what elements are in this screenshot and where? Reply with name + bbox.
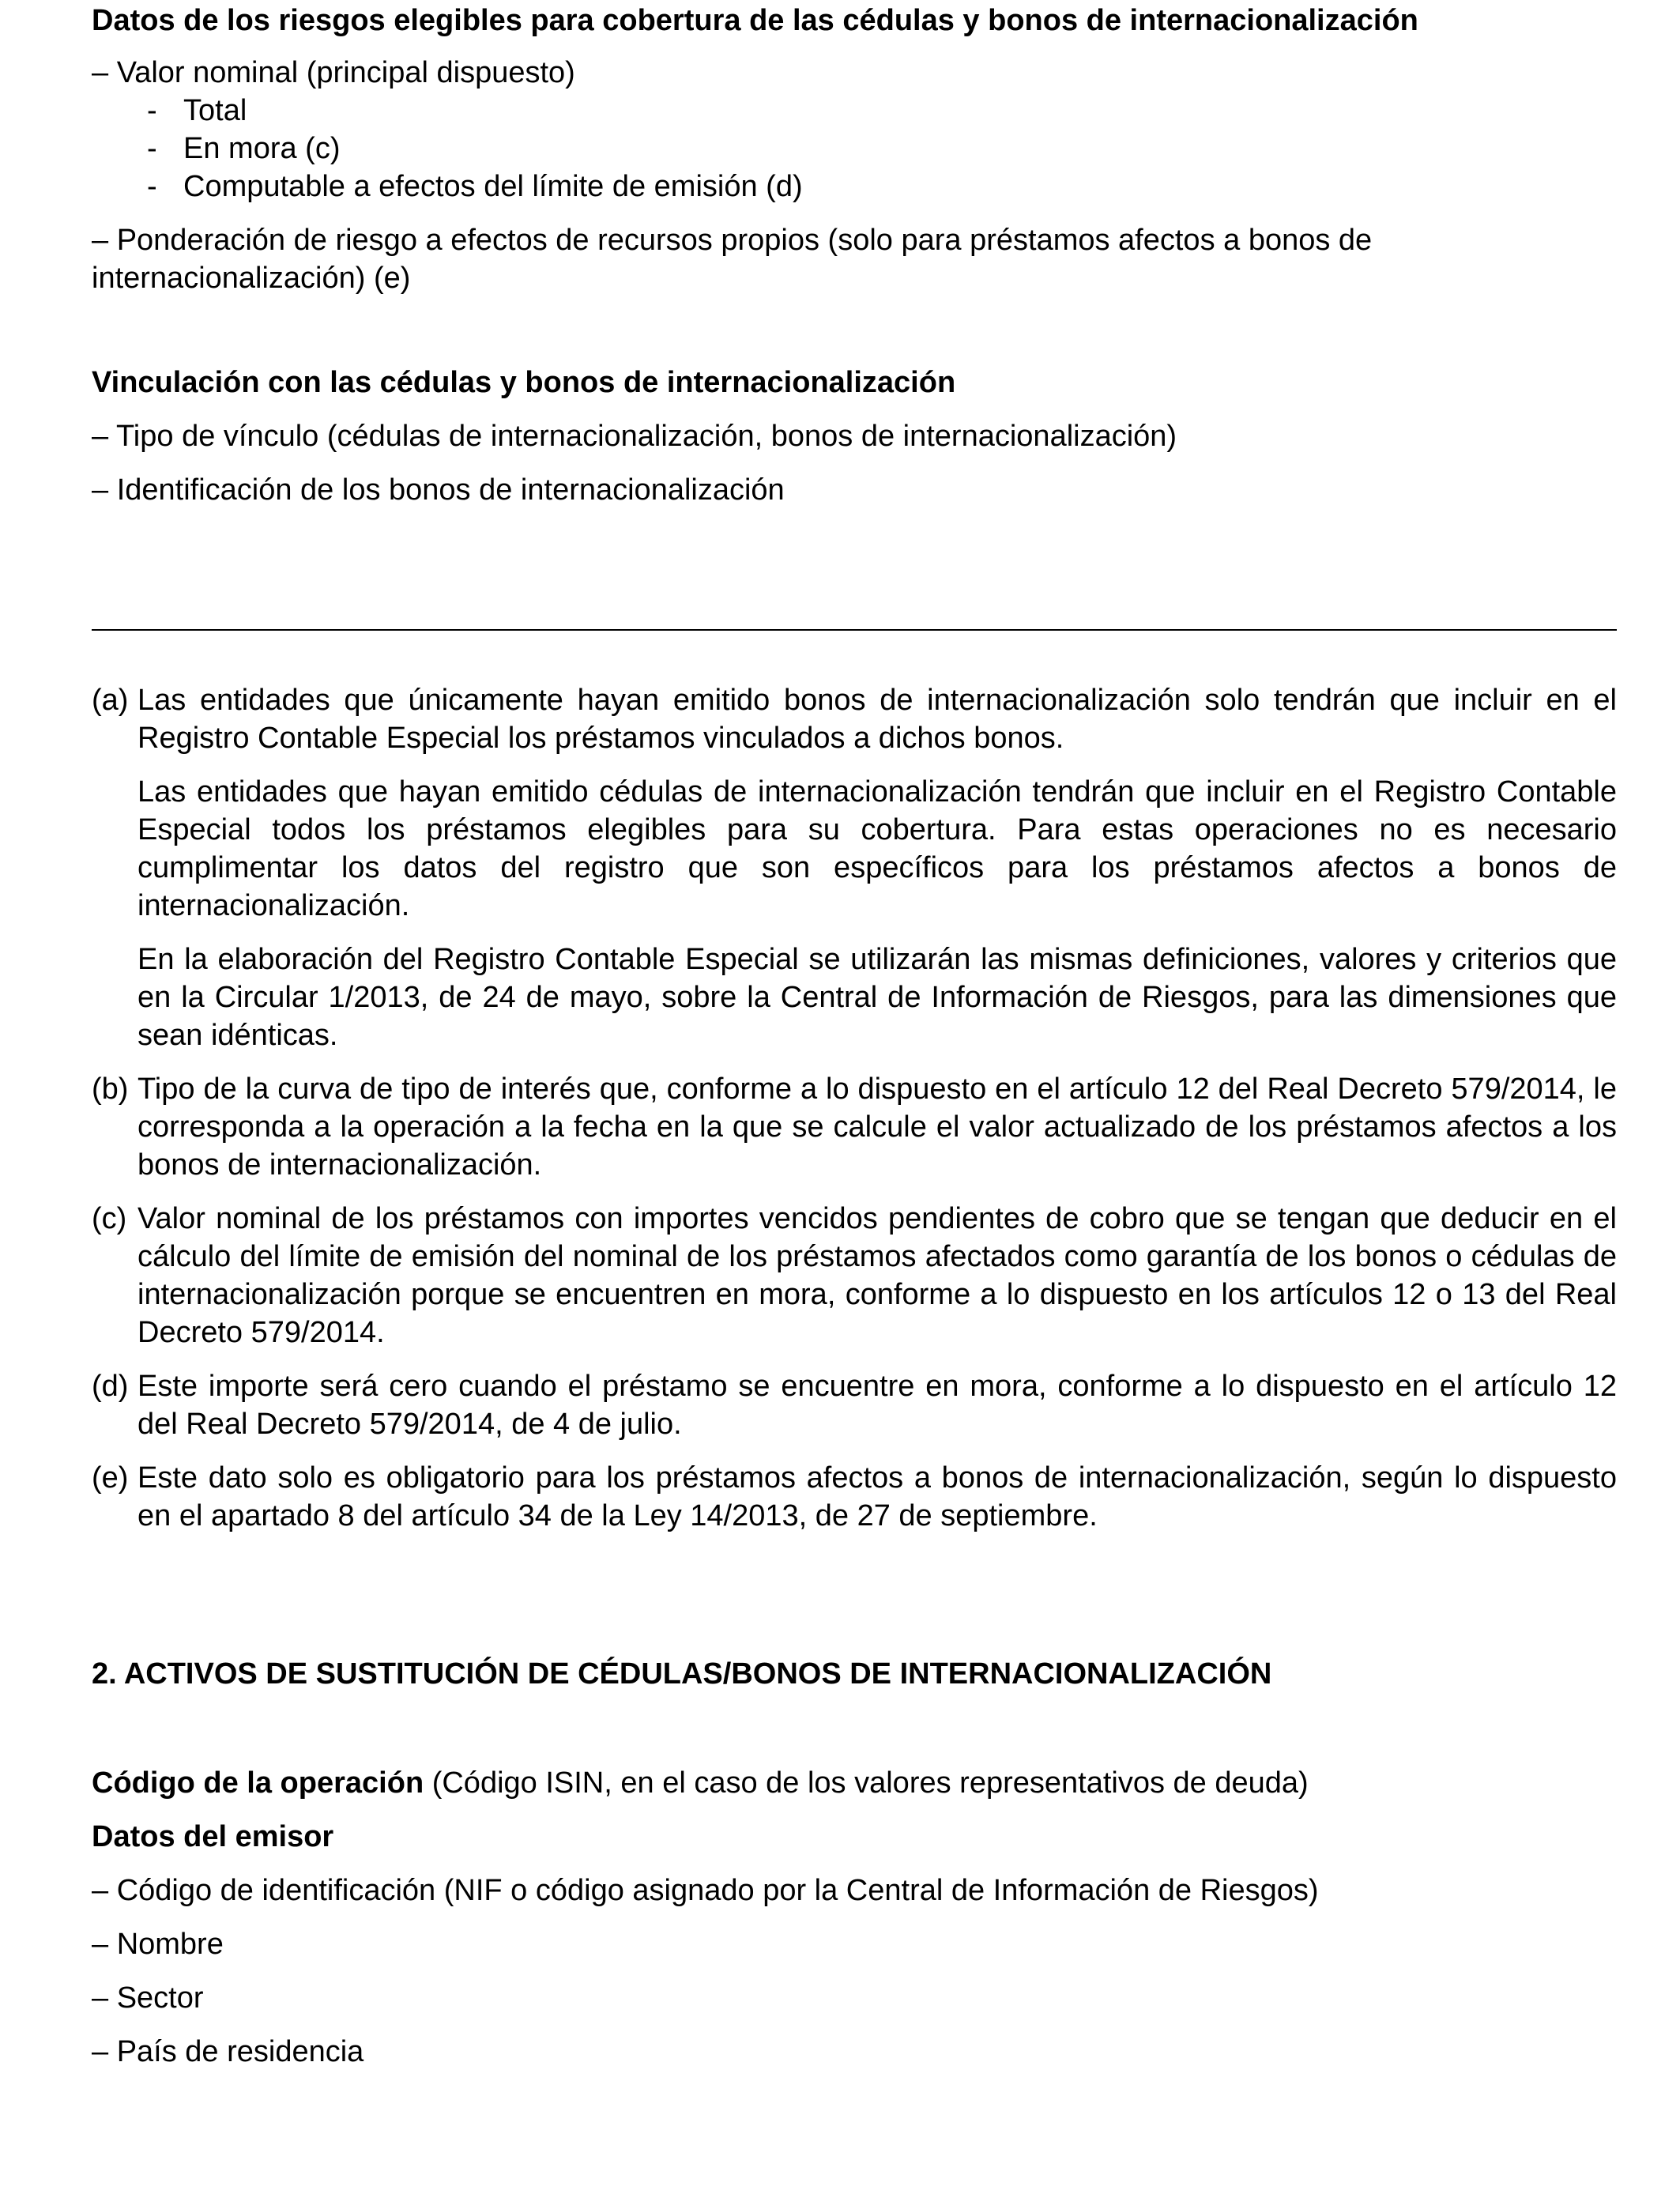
footnote-e-text: Este dato solo es obligatorio para los préstamos afectos a bonos de internacionalización, según lo dispuesto en el apartado 8 del artículo 34 de la Ley 14/2013, de 27 de septiembre. bbox=[137, 1461, 1617, 1532]
issuer-item-id: – Código de identificación (NIF o código asignado por la Central de Información de Riesgos) bbox=[92, 1874, 1319, 1907]
footnote-e bbox=[92, 1459, 1617, 1535]
footnote-ref: (d) bbox=[92, 1370, 129, 1403]
footnote-b bbox=[92, 1070, 1617, 1184]
sub-item-bullet: - bbox=[147, 170, 157, 203]
sub-item-bullet: - bbox=[147, 132, 157, 165]
footnote-ref: (e) bbox=[92, 1461, 129, 1495]
issuer-heading: Datos del emisor bbox=[92, 1820, 334, 1853]
footnote-separator bbox=[92, 629, 1617, 631]
footnote-ref: (c) bbox=[92, 1202, 127, 1235]
section-2-title: 2. ACTIVOS DE SUSTITUCIÓN DE CÉDULAS/BONOS DE INTERNACIONALIZACIÓN bbox=[92, 1657, 1272, 1691]
sub-item-total bbox=[147, 92, 247, 130]
sub-item-computable bbox=[147, 168, 803, 205]
risk-heading: Datos de los riesgos elegibles para cobertura de las cédulas y bonos de internacionalización bbox=[92, 4, 1418, 37]
nominal-label: – Valor nominal (principal dispuesto) bbox=[92, 56, 575, 89]
weighting-line-1: – Ponderación de riesgo a efectos de recursos propios (solo para préstamos afectos a bonos de bbox=[92, 224, 1373, 257]
issuer-item-sector: – Sector bbox=[92, 1981, 204, 2015]
operation-code bbox=[92, 1764, 1309, 1802]
link-id: – Identificación de los bonos de internacionalización bbox=[92, 473, 785, 507]
weighting-line-2: internacionalización) (e) bbox=[92, 262, 411, 295]
footnote-a-paragraph-3: En la elaboración del Registro Contable Especial se utilizarán las mismas definiciones, valores y criterios que en la Circular 1/2013, de 24 de mayo, sobre la Central de Información de Riesgos, para las dimensiones que sean idénticas. bbox=[137, 943, 1617, 1052]
sub-item-text: En mora (c) bbox=[183, 132, 341, 165]
sub-item-en-mora bbox=[147, 130, 340, 168]
footnote-ref: (b) bbox=[92, 1072, 129, 1106]
footnote-b-text: Tipo de la curva de tipo de interés que, conforme a lo dispuesto en el artículo 12 del Real Decreto 579/2014, le corresponda a la operación a la fecha en la que se calcule el valor actualizado de los préstamos afectos a los bonos de internacionalización. bbox=[137, 1072, 1617, 1182]
footnote-d-text: Este importe será cero cuando el préstamo se encuentre en mora, conforme a lo dispuesto en el artículo 12 del Real Decreto 579/2014, de 4 de julio. bbox=[137, 1370, 1617, 1441]
footnotes bbox=[92, 681, 1617, 1535]
footnote-a-paragraph-1: Las entidades que únicamente hayan emitido bonos de internacionalización solo tendrán que incluir en el Registro Contable Especial los préstamos vinculados a dichos bonos. bbox=[137, 684, 1617, 755]
operation-code-description: (Código ISIN, en el caso de los valores representativos de deuda) bbox=[424, 1766, 1309, 1800]
footnote-a-body bbox=[137, 681, 1617, 1054]
footnote-ref: (a) bbox=[92, 684, 129, 717]
issuer-item-name: – Nombre bbox=[92, 1928, 224, 1961]
footnote-d bbox=[92, 1367, 1617, 1443]
footnote-a-paragraph-2: Las entidades que hayan emitido cédulas de internacionalización tendrán que incluir en el Registro Contable Especial todos los préstamos elegibles para su cobertura. Para estas operaciones no es necesario cumplimentar los datos del registro que son específicos para los préstamos afectos a bonos de internacionalización. bbox=[137, 775, 1617, 922]
issuer-item-country: – País de residencia bbox=[92, 2035, 364, 2068]
footnote-a bbox=[92, 681, 1617, 1054]
footnote-c bbox=[92, 1200, 1617, 1351]
link-type: – Tipo de vínculo (cédulas de internacionalización, bonos de internacionalización) bbox=[92, 420, 1177, 453]
sub-item-text: Computable a efectos del límite de emisión (d) bbox=[183, 170, 803, 203]
footnote-c-text: Valor nominal de los préstamos con importes vencidos pendientes de cobro que se tengan que deducir en el cálculo del límite de emisión del nominal de los préstamos afectados como garantía de los bonos o cédulas de internacionalización porque se encuentren en mora, conforme a lo dispuesto en los artículos 12 o 13 del Real Decreto 579/2014. bbox=[137, 1202, 1617, 1349]
link-heading: Vinculación con las cédulas y bonos de internacionalización bbox=[92, 366, 956, 399]
sub-item-bullet: - bbox=[147, 94, 157, 127]
sub-item-text: Total bbox=[183, 94, 247, 127]
operation-code-label: Código de la operación bbox=[92, 1766, 424, 1800]
